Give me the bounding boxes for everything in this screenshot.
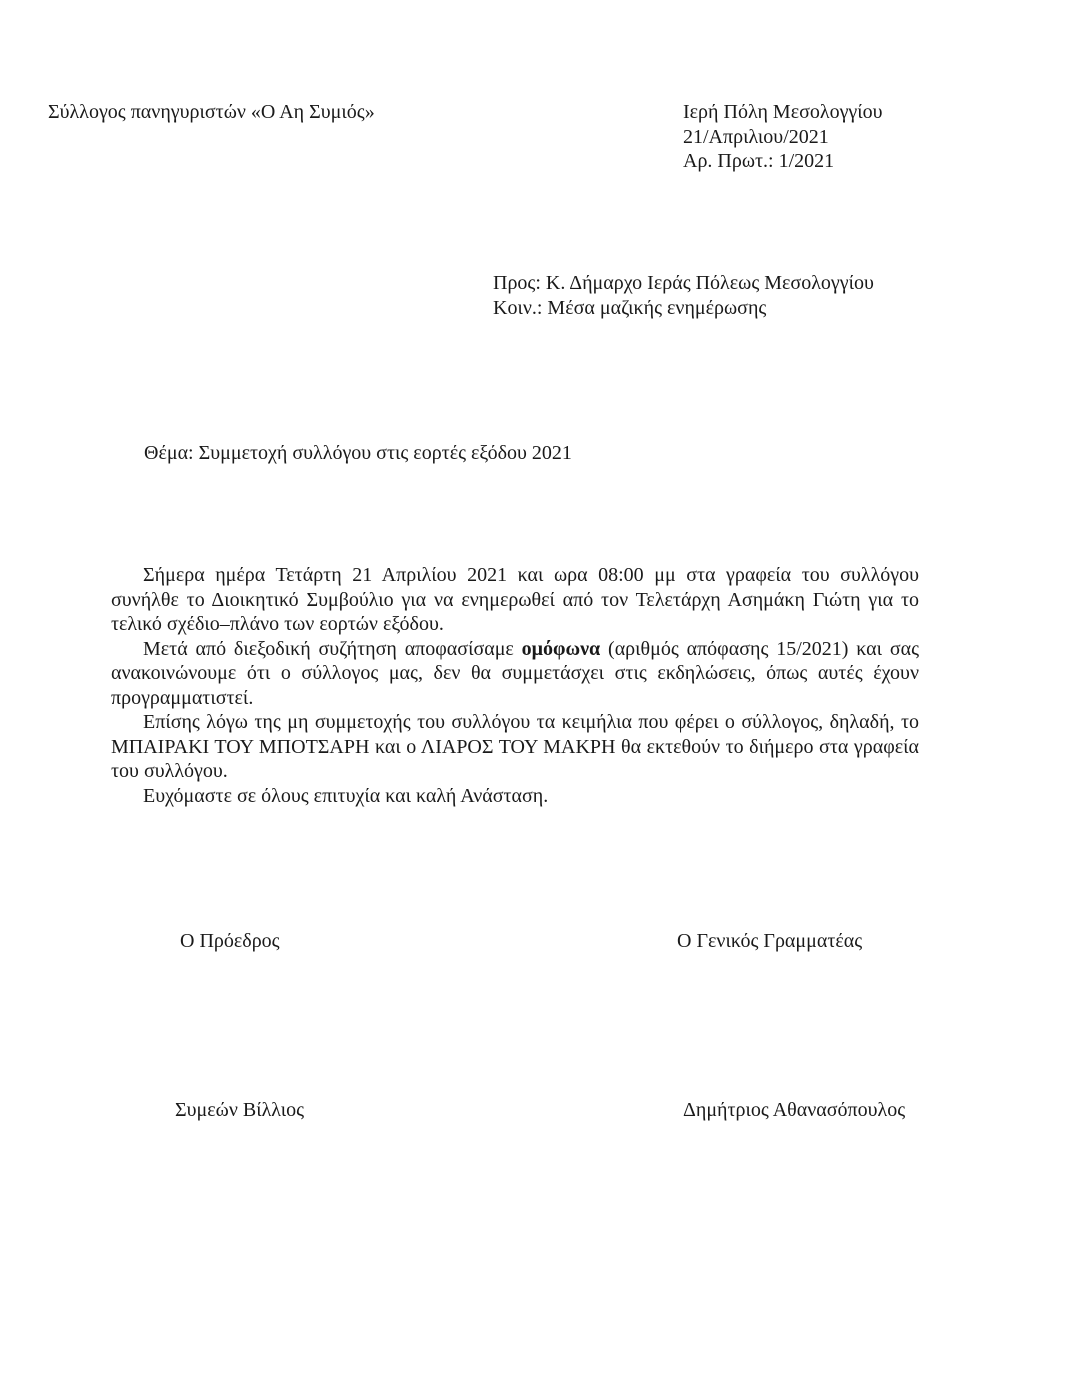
paragraph-2	[111, 637, 919, 711]
secretary-title: Ο Γενικός Γραμματέας	[677, 930, 863, 952]
date-line: 21/Απριλιου/2021	[683, 125, 829, 148]
paragraph-2-end: (αριθμός απόφασης 15/2021) και σας ανακοινώνουμε ότι ο σύλλογος μας, δεν θα συμμετάσχει στις εκδηλώσεις, όπως αυτές έχουν προγραμματιστεί.	[111, 637, 920, 709]
place-date-block	[683, 100, 883, 174]
paragraph-4: Ευχόμαστε σε όλους επιτυχία και καλή Ανάσταση.	[143, 784, 549, 807]
recipients-block	[493, 271, 874, 320]
place-line: Ιερή Πόλη Μεσολογγίου	[683, 101, 883, 123]
letter-body	[111, 563, 919, 808]
paragraph-2-start: Μετά από διεξοδική συζήτηση αποφασίσαμε	[143, 637, 522, 660]
paragraph-2-bold: ομόφωνα	[521, 637, 601, 660]
recipient-to: Προς: Κ. Δήμαρχο Ιεράς Πόλεως Μεσολογγίου	[493, 272, 874, 294]
sender-name: Σύλλογος πανηγυριστών «Ο Αη Συμιός»	[48, 101, 375, 123]
subject-line: Θέμα: Συμμετοχή συλλόγου στις εορτές εξόδου 2021	[144, 442, 572, 464]
secretary-name: Δημήτριος Αθανασόπουλος	[683, 1099, 906, 1121]
president-name: Συμεών Βίλλιος	[175, 1099, 305, 1121]
paragraph-1: Σήμερα ημέρα Τετάρτη 21 Απριλίου 2021 και ωρα 08:00 μμ στα γραφεία του συλλόγου συνήλθε το Διοικητικό Συμβούλιο για να ενημερωθεί από τον Τελετάρχη Ασημάκη Γιώτη για το τελικό σχέδιο–πλάνο των εορτών εξόδου.	[111, 564, 919, 635]
recipient-cc: Κοιν.: Μέσα μαζικής ενημέρωσης	[493, 296, 767, 319]
protocol-number: Αρ. Πρωτ.: 1/2021	[683, 150, 835, 172]
president-title: Ο Πρόεδρος	[180, 930, 280, 952]
paragraph-3: Επίσης λόγω της μη συμμετοχής του συλλόγου τα κειμήλια που φέρει ο σύλλογος, δηλαδή, το ΜΠΑΙΡΑΚΙ ΤΟΥ ΜΠΟΤΣΑΡΗ και ο ΛΙΑΡΟΣ ΤΟΥ ΜΑΚΡΗ θα εκτεθούν το διήμερο στα γραφεία του συλλόγου.	[111, 711, 919, 782]
